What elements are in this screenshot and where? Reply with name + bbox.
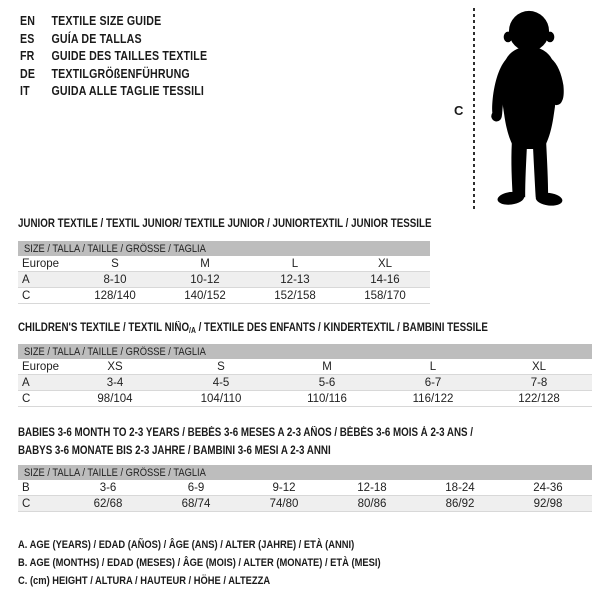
children-title-pre: CHILDREN'S TEXTILE / TEXTIL NIÑO [18, 322, 190, 334]
size-cell: 9-12 [272, 481, 296, 494]
size-header-text: SIZE / TALLA / TAILLE / GRÖSSE / TAGLIA [24, 242, 206, 255]
children-table-title-text [18, 319, 488, 340]
junior-table-title-text: JUNIOR TEXTILE / TEXTIL JUNIOR/ TEXTILE JUNIOR / JUNIORTEXTIL / JUNIOR TESSILE [18, 218, 432, 230]
size-cell: L [291, 257, 299, 270]
footnote-a-text: A. AGE (YEARS) / EDAD (AÑOS) / ÂGE (ANS) / ALTER (JAHRE) / ETÀ (ANNI) [18, 539, 355, 551]
table-row [18, 359, 592, 375]
language-title-list [20, 13, 207, 101]
size-cell: 98/104 [97, 392, 133, 405]
size-cell: M [322, 360, 332, 373]
junior-size-table [18, 241, 430, 304]
footnote-b-text: B. AGE (MONTHS) / EDAD (MESES) / ÂGE (MOIS) / ALTER (MONATE) / ETÀ (MESI) [18, 557, 381, 569]
toddler-silhouette-icon [486, 8, 572, 206]
row-label: Europe [22, 257, 60, 270]
table-row [18, 480, 592, 496]
size-header-bar [18, 465, 592, 480]
size-cell: 104/110 [200, 392, 242, 405]
language-row [20, 31, 207, 49]
size-cell: 18-24 [445, 481, 475, 494]
language-code: ES [20, 31, 35, 46]
size-cell: 152/158 [274, 289, 316, 302]
children-title-sub: /A [189, 326, 196, 335]
language-title: GUIDE DES TAILLES TEXTILE [51, 49, 208, 63]
size-cell: 7-8 [530, 376, 548, 389]
size-cell: 10-12 [190, 273, 220, 286]
size-cell: 8-10 [103, 273, 127, 286]
size-cell: XL [531, 360, 547, 373]
language-title: TEXTILGRÖßENFÜHRUNG [51, 66, 190, 81]
language-code: FR [20, 49, 35, 63]
junior-table-title [18, 215, 504, 233]
size-cell: 6-9 [187, 481, 205, 494]
height-measure-dashed-line [473, 8, 475, 210]
size-cell: 62/68 [93, 497, 123, 510]
row-label: C [22, 392, 31, 405]
size-cell: XL [377, 257, 393, 270]
size-header-text: SIZE / TALLA / TAILLE / GRÖSSE / TAGLIA [24, 345, 206, 358]
size-cell: 158/170 [364, 289, 406, 302]
language-code: IT [20, 84, 30, 98]
footnote-list [18, 536, 445, 590]
size-header-text: SIZE / TALLA / TAILLE / GRÖSSE / TAGLIA [24, 466, 206, 479]
size-cell: 12-18 [357, 481, 387, 494]
size-cell: 12-13 [280, 273, 310, 286]
size-cell: 6-7 [424, 376, 442, 389]
row-label: A [22, 273, 30, 286]
babies-table-title [18, 424, 553, 460]
language-title: TEXTILE SIZE GUIDE [51, 14, 162, 28]
size-cell: 92/98 [533, 497, 563, 510]
size-cell: 140/152 [184, 289, 226, 302]
size-cell: 74/80 [269, 497, 299, 510]
size-cell: 122/128 [518, 392, 560, 405]
row-label: C [22, 497, 31, 510]
row-label: B [22, 481, 30, 494]
size-cell: 24-36 [533, 481, 563, 494]
size-cell: 14-16 [370, 273, 400, 286]
size-cell: 4-5 [212, 376, 230, 389]
size-cell: 68/74 [181, 497, 211, 510]
footnote-c-text: C. (cm) HEIGHT / ALTURA / HAUTEUR / HÖHE / ALTEZZA [18, 575, 271, 587]
babies-table-title-line1: BABIES 3-6 MONTH TO 2-3 YEARS / BEBÉS 3-6 MESES A 2-3 AÑOS / BÉBÉS 3-6 MOIS À 2-3 ANS / [18, 427, 474, 439]
size-cell: 5-6 [318, 376, 336, 389]
language-row [20, 66, 207, 84]
language-row [20, 13, 207, 31]
size-cell: 80/86 [357, 497, 387, 510]
size-cell: S [111, 257, 119, 270]
footnote-c [18, 572, 445, 590]
row-label: C [22, 289, 31, 302]
children-size-table [18, 344, 592, 407]
language-title: GUÍA DE TALLAS [51, 31, 142, 46]
table-row [18, 272, 430, 288]
language-row [20, 48, 207, 66]
babies-table-title-line2: BABYS 3-6 MONATE BIS 2-3 JAHRE / BAMBINI 3-6 MESI A 2-3 ANNI [18, 445, 331, 457]
size-cell: 3-6 [99, 481, 117, 494]
table-row [18, 391, 592, 407]
size-cell: XS [107, 360, 123, 373]
table-row [18, 256, 430, 272]
size-cell: S [217, 360, 225, 373]
size-header-bar [18, 344, 592, 359]
language-title: GUIDA ALLE TAGLIE TESSILI [51, 84, 205, 98]
footnote-a [18, 536, 445, 554]
table-row [18, 496, 592, 512]
children-title-post: / TEXTILE DES ENFANTS / KINDERTEXTIL / BAMBINI TESSILE [195, 322, 488, 334]
size-header-bar [18, 241, 430, 256]
size-cell: M [200, 257, 210, 270]
size-cell: 3-4 [106, 376, 124, 389]
size-cell: 86/92 [445, 497, 475, 510]
children-table-title [18, 319, 571, 340]
size-cell: 128/140 [94, 289, 136, 302]
size-cell: L [429, 360, 437, 373]
table-row [18, 288, 430, 304]
row-label: Europe [22, 360, 60, 373]
size-cell: 116/122 [412, 392, 454, 405]
language-row [20, 83, 207, 101]
height-measure-label: C [454, 103, 464, 118]
table-row [18, 375, 592, 391]
language-code: EN [20, 14, 36, 28]
size-cell: 110/116 [307, 392, 347, 405]
language-code: DE [20, 66, 36, 81]
row-label: A [22, 376, 30, 389]
babies-size-table [18, 465, 592, 512]
footnote-b [18, 554, 445, 572]
